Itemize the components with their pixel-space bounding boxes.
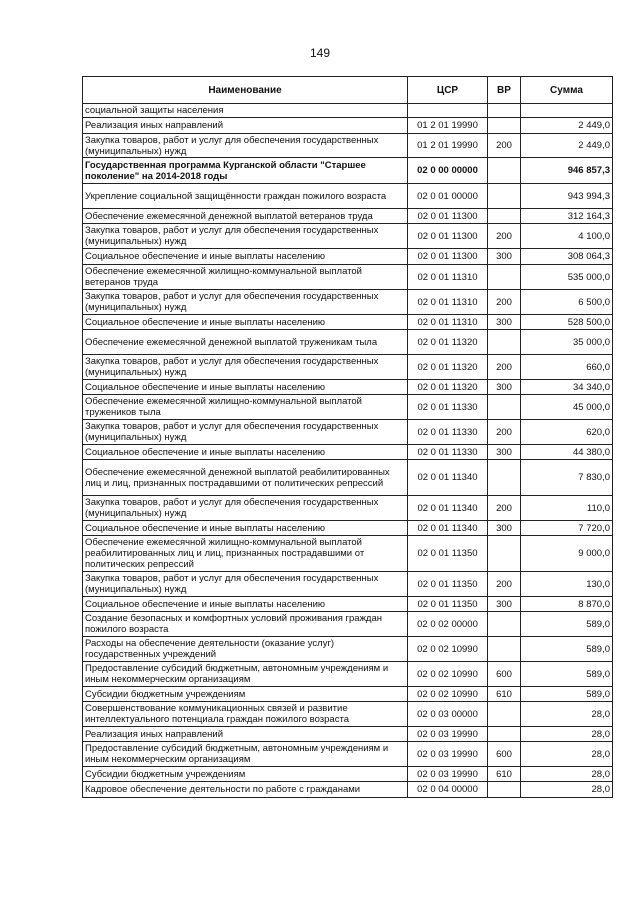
table-row: [83, 687, 613, 702]
vr-cell: 200: [488, 290, 521, 315]
table-row: [83, 767, 613, 782]
table-row: [83, 612, 613, 637]
vr-cell: 200: [488, 496, 521, 521]
table-row: [83, 209, 613, 224]
vr-cell: [488, 460, 521, 496]
table-row: [83, 445, 613, 460]
csr-cell: 02 0 02 10990: [408, 687, 488, 702]
sum-cell: 35 000,0: [521, 330, 613, 355]
table-row: [83, 315, 613, 330]
sum-cell: 620,0: [521, 420, 613, 445]
vr-cell: 610: [488, 767, 521, 782]
csr-cell: 01 2 01 19990: [408, 118, 488, 134]
sum-cell: 6 500,0: [521, 290, 613, 315]
vr-cell: 600: [488, 662, 521, 687]
table-row: [83, 521, 613, 536]
sum-cell: [521, 104, 613, 118]
csr-cell: 02 0 01 11300: [408, 249, 488, 265]
sum-cell: 528 500,0: [521, 315, 613, 330]
name-cell: Укрепление социальной защищённости граждан пожилого возраста: [83, 184, 408, 209]
vr-cell: 300: [488, 315, 521, 330]
sum-cell: 7 830,0: [521, 460, 613, 496]
sum-cell: 2 449,0: [521, 118, 613, 134]
name-cell: Предоставление субсидий бюджетным, автономным учреждениям и иным некоммерческим организациям: [83, 742, 408, 767]
name-cell: Закупка товаров, работ и услуг для обеспечения государственных (муниципальных) нужд: [83, 496, 408, 521]
name-cell: Обеспечение ежемесячной жилищно-коммунальной выплатой реабилитированных лиц и лиц, признанных пострадавшими от политических репрессий: [83, 536, 408, 572]
csr-cell: 02 0 01 11330: [408, 445, 488, 460]
csr-cell: 02 0 01 11350: [408, 536, 488, 572]
table-row: [83, 597, 613, 612]
csr-cell: 02 0 01 11310: [408, 315, 488, 330]
csr-cell: 02 0 03 00000: [408, 702, 488, 727]
table-row: [83, 265, 613, 290]
vr-cell: [488, 702, 521, 727]
sum-cell: 535 000,0: [521, 265, 613, 290]
csr-cell: 02 0 01 11350: [408, 597, 488, 612]
table-body: [83, 104, 613, 798]
csr-cell: 02 0 01 11340: [408, 521, 488, 536]
sum-cell: 7 720,0: [521, 521, 613, 536]
vr-cell: 610: [488, 687, 521, 702]
vr-cell: [488, 104, 521, 118]
name-cell: Субсидии бюджетным учреждениям: [83, 767, 408, 782]
table-row: [83, 224, 613, 249]
table-row: [83, 330, 613, 355]
table-row: [83, 460, 613, 496]
vr-cell: [488, 782, 521, 798]
vr-cell: [488, 637, 521, 662]
header-vr: ВР: [488, 77, 521, 104]
name-cell: Обеспечение ежемесячной жилищно-коммунальной выплатой ветеранов труда: [83, 265, 408, 290]
sum-cell: 312 164,3: [521, 209, 613, 224]
sum-cell: 589,0: [521, 612, 613, 637]
sum-cell: 2 449,0: [521, 134, 613, 158]
sum-cell: 308 064,3: [521, 249, 613, 265]
csr-cell: 02 0 01 11340: [408, 460, 488, 496]
name-cell: Социальное обеспечение и иные выплаты населению: [83, 249, 408, 265]
name-cell: Обеспечение ежемесячной жилищно-коммунальной выплатой тружеников тыла: [83, 395, 408, 420]
csr-cell: 02 0 01 11320: [408, 355, 488, 380]
csr-cell: 02 0 01 11310: [408, 265, 488, 290]
vr-cell: [488, 395, 521, 420]
name-cell: Обеспечение ежемесячной денежной выплатой реабилитированных лиц и лиц, признанных пострадавшими от политических репрессий: [83, 460, 408, 496]
name-cell: Социальное обеспечение и иные выплаты населению: [83, 445, 408, 460]
name-cell: Реализация иных направлений: [83, 118, 408, 134]
header-csr: ЦСР: [408, 77, 488, 104]
csr-cell: 02 0 01 11300: [408, 224, 488, 249]
csr-cell: 02 0 02 10990: [408, 662, 488, 687]
table-row: [83, 782, 613, 798]
name-cell: Субсидии бюджетным учреждениям: [83, 687, 408, 702]
vr-cell: [488, 612, 521, 637]
csr-cell: 02 0 04 00000: [408, 782, 488, 798]
name-cell: Обеспечение ежемесячной денежной выплатой труженикам тыла: [83, 330, 408, 355]
sum-cell: 28,0: [521, 702, 613, 727]
name-cell: Создание безопасных и комфортных условий проживания граждан пожилого возраста: [83, 612, 408, 637]
table-row: [83, 395, 613, 420]
name-cell: Совершенствование коммуникационных связей и развитие интеллектуального потенциала граждан пожилого возраста: [83, 702, 408, 727]
sum-cell: 943 994,3: [521, 184, 613, 209]
sum-cell: 660,0: [521, 355, 613, 380]
csr-cell: 02 0 01 11310: [408, 290, 488, 315]
sum-cell: 946 857,3: [521, 158, 613, 184]
table-row: [83, 184, 613, 209]
name-cell: Закупка товаров, работ и услуг для обеспечения государственных (муниципальных) нужд: [83, 134, 408, 158]
table-row: [83, 742, 613, 767]
table-row: [83, 572, 613, 597]
name-cell: Социальное обеспечение и иные выплаты населению: [83, 521, 408, 536]
header-name: Наименование: [83, 77, 408, 104]
name-cell: Социальное обеспечение и иные выплаты населению: [83, 380, 408, 395]
sum-cell: 589,0: [521, 662, 613, 687]
name-cell: Социальное обеспечение и иные выплаты населению: [83, 597, 408, 612]
table-row: [83, 158, 613, 184]
table-row: [83, 104, 613, 118]
name-cell: Расходы на обеспечение деятельности (оказание услуг) государственных учреждений: [83, 637, 408, 662]
csr-cell: 02 0 03 19990: [408, 742, 488, 767]
csr-cell: 02 0 01 11330: [408, 420, 488, 445]
table-row: [83, 536, 613, 572]
vr-cell: [488, 184, 521, 209]
sum-cell: 589,0: [521, 687, 613, 702]
table-row: [83, 249, 613, 265]
vr-cell: 300: [488, 597, 521, 612]
csr-cell: 02 0 01 11300: [408, 209, 488, 224]
sum-cell: 130,0: [521, 572, 613, 597]
name-cell: Социальное обеспечение и иные выплаты населению: [83, 315, 408, 330]
sum-cell: 34 340,0: [521, 380, 613, 395]
vr-cell: [488, 727, 521, 742]
name-cell: Предоставление субсидий бюджетным, автономным учреждениям и иным некоммерческим организациям: [83, 662, 408, 687]
vr-cell: 200: [488, 572, 521, 597]
table-row: [83, 355, 613, 380]
vr-cell: 200: [488, 134, 521, 158]
sum-cell: 44 380,0: [521, 445, 613, 460]
vr-cell: 300: [488, 521, 521, 536]
vr-cell: [488, 265, 521, 290]
csr-cell: 02 0 02 10990: [408, 637, 488, 662]
page-number: 149: [309, 46, 331, 60]
table-row: [83, 637, 613, 662]
vr-cell: 200: [488, 355, 521, 380]
sum-cell: 28,0: [521, 727, 613, 742]
vr-cell: [488, 118, 521, 134]
vr-cell: 300: [488, 380, 521, 395]
csr-cell: 02 0 02 00000: [408, 612, 488, 637]
sum-cell: 45 000,0: [521, 395, 613, 420]
name-cell: Закупка товаров, работ и услуг для обеспечения государственных (муниципальных) нужд: [83, 355, 408, 380]
name-cell: социальной защиты населения: [83, 104, 408, 118]
csr-cell: 02 0 01 11330: [408, 395, 488, 420]
sum-cell: 9 000,0: [521, 536, 613, 572]
vr-cell: 300: [488, 445, 521, 460]
csr-cell: 02 0 03 19990: [408, 727, 488, 742]
table-row: [83, 380, 613, 395]
name-cell: Реализация иных направлений: [83, 727, 408, 742]
vr-cell: [488, 158, 521, 184]
csr-cell: 02 0 01 11320: [408, 380, 488, 395]
table-row: [83, 702, 613, 727]
csr-cell: 02 0 00 00000: [408, 158, 488, 184]
csr-cell: 02 0 03 19990: [408, 767, 488, 782]
name-cell: Закупка товаров, работ и услуг для обеспечения государственных (муниципальных) нужд: [83, 420, 408, 445]
csr-cell: 01 2 01 19990: [408, 134, 488, 158]
table-header-row: [83, 77, 613, 104]
sum-cell: 28,0: [521, 767, 613, 782]
table-row: [83, 496, 613, 521]
name-cell: Закупка товаров, работ и услуг для обеспечения государственных (муниципальных) нужд: [83, 572, 408, 597]
table-row: [83, 420, 613, 445]
header-sum: Сумма: [521, 77, 613, 104]
table-row: [83, 134, 613, 158]
sum-cell: 28,0: [521, 742, 613, 767]
name-cell: Обеспечение ежемесячной денежной выплатой ветеранов труда: [83, 209, 408, 224]
vr-cell: [488, 209, 521, 224]
table-row: [83, 662, 613, 687]
csr-cell: 02 0 01 11320: [408, 330, 488, 355]
csr-cell: 02 0 01 11340: [408, 496, 488, 521]
sum-cell: 4 100,0: [521, 224, 613, 249]
vr-cell: 200: [488, 420, 521, 445]
name-cell: Кадровое обеспечение деятельности по работе с гражданами: [83, 782, 408, 798]
budget-table: [82, 76, 613, 798]
vr-cell: [488, 330, 521, 355]
csr-cell: 02 0 01 11350: [408, 572, 488, 597]
sum-cell: 110,0: [521, 496, 613, 521]
csr-cell: 02 0 01 00000: [408, 184, 488, 209]
vr-cell: 600: [488, 742, 521, 767]
table-row: [83, 727, 613, 742]
csr-cell: [408, 104, 488, 118]
sum-cell: 8 870,0: [521, 597, 613, 612]
name-cell: Закупка товаров, работ и услуг для обеспечения государственных (муниципальных) нужд: [83, 290, 408, 315]
vr-cell: 200: [488, 224, 521, 249]
table-row: [83, 290, 613, 315]
name-cell: Закупка товаров, работ и услуг для обеспечения государственных (муниципальных) нужд: [83, 224, 408, 249]
table-row: [83, 118, 613, 134]
sum-cell: 589,0: [521, 637, 613, 662]
vr-cell: [488, 536, 521, 572]
sum-cell: 28,0: [521, 782, 613, 798]
name-cell: Государственная программа Курганской области "Старшее поколение" на 2014-2018 годы: [83, 158, 408, 184]
vr-cell: 300: [488, 249, 521, 265]
